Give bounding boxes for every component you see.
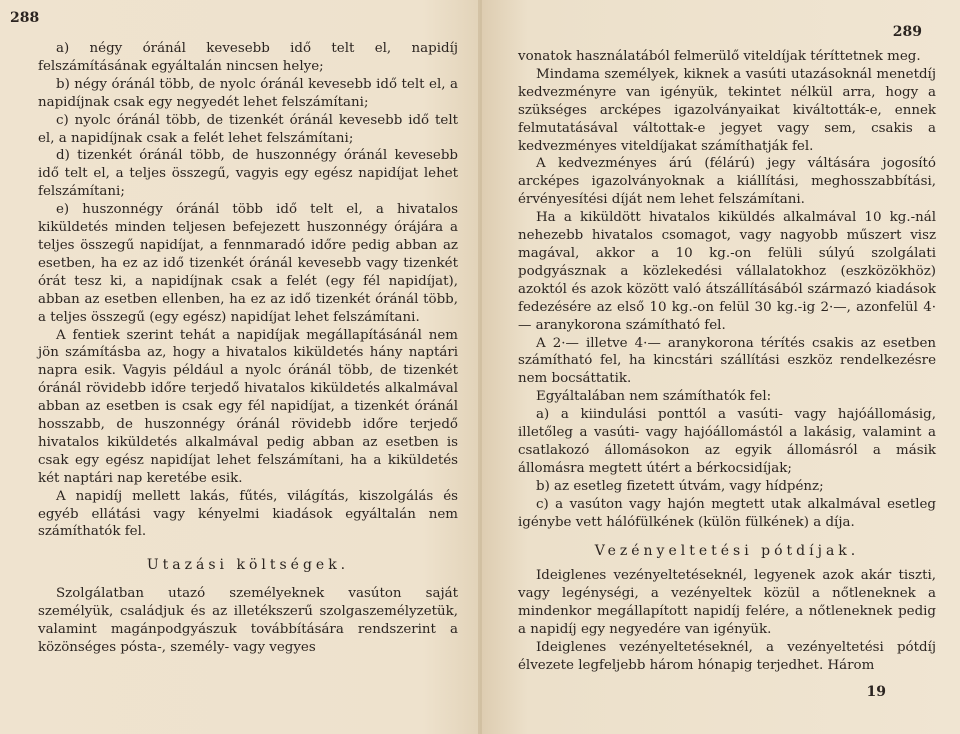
section-heading-travel-costs: Utazási költségek.	[146, 557, 350, 574]
right-paragraph: A kedvezményes árú (félárú) jegy váltására jogosító arcképes igazolványoknak a kiállítási, meghosszabbítási, érvényesítési díját nem lehet felszámítani.	[518, 156, 936, 208]
right-paragraph: Mindama személyek, kiknek a vasúti utazásoknál menetdíj kedvezményre van igényük, tekintet nélkül arra, hogy a szükséges arcképes igazolványaikat kiváltották-e, ennek felmutatásával váltottak-e jegyet vagy sem, csakis a kedvezményes viteldíjakat számíthatják fel.	[518, 66, 936, 154]
right-paragraph: Ideiglenes vezényeltetéseknél, legyenek azok akár tiszti, vagy legénységi, a vezényeltek közül a nőtleneknek a mindenkor megállapított napidíj felére, a nőtleneknek pedig a napidíj egy negyedére van igényük.	[518, 568, 936, 638]
section-heading-assignment-allowances: Vezényeltetési pótdíjak.	[594, 543, 860, 560]
right-paragraph: Egyáltalában nem számíthatók fel:	[536, 389, 772, 405]
right-paragraph: b) az esetleg fizetett útvám, vagy hídpénz;	[536, 478, 824, 494]
left-paragraph: A napidíj mellett lakás, fűtés, világítás, kiszolgálás és egyéb ellátási vagy kényelmi kiadások egyáltalán nem számíthatók fel.	[38, 488, 458, 540]
right-paragraph: a) a kiindulási ponttól a vasúti- vagy hajóállomásig, illetőleg a vasúti- vagy hajóállomástól a lakásig, valamint a csatlakozó állomásokon az egyik állomásról a másik állomásra megtett útért a bérkocsidíjak;	[518, 407, 936, 476]
right-paragraph: c) a vasúton vagy hajón megtett utak alkalmával esetleg igénybe vett hálófülkének (külön fülkének) a díja.	[518, 496, 936, 530]
right-page-text	[518, 48, 936, 675]
left-paragraph: e) huszonnégy óránál több idő telt el, a hivatalos kiküldetés minden teljesen befejezett huszonnégy órájára a teljes összegű napidíjat, a fennmaradó időre pedig abban az esetben, ha ez az idő tizenkét óránál kevesebb vagy tizenkét órát tesz ki, a napidíjnak csak a felét (egy fél napidíjat), abban az esetben ellenben, ha ez az idő tizenkét óránál több, a teljes összegű (egy egész) napidíjat lehet felszámítani.	[38, 202, 458, 325]
right-paragraph: A 2·— illetve 4·— aranykorona térítés csakis az esetben számítható fel, ha kincstári szállítási eszköz rendelkezésre nem bocsáttatik.	[518, 335, 936, 387]
left-page-text	[38, 40, 458, 657]
right-page	[480, 0, 960, 734]
right-paragraph: vonatok használatából felmerülő viteldíjak téríttetnek meg.	[518, 49, 921, 64]
right-paragraph: Ideiglenes vezényeltetéseknél, a vezényeltetési pótdíj élvezete legfeljebb három hónapig terjedhet. Három	[518, 640, 936, 673]
signature-folio: 19	[866, 684, 886, 700]
page-number-right: 289	[892, 24, 922, 40]
left-paragraph: d) tizenkét óránál több, de huszonnégy óránál kevesebb idő telt el, a teljes összegű, vagyis egy egész napidíjat lehet felszámítani;	[38, 148, 458, 200]
left-paragraph: a) négy óránál kevesebb idő telt el, napidíj felszámításának egyáltalán nincsen helye;	[38, 41, 458, 74]
left-paragraph: c) nyolc óránál több, de tizenkét óránál kevesebb idő telt el, a napidíjnak csak a felét lehet felszámítani;	[38, 112, 458, 146]
right-paragraph: Ha a kiküldött hivatalos kiküldés alkalmával 10 kg.-nál nehezebb hivatalos csomagot, vagy nagyobb műszert visz magával, akkor a 10 kg.-on felüli súlyú szolgálati podgyásznak a közlekedési vállalatokhoz (eszközökhöz) azoktól és azok között való átszállításából származó kiadások fedezésére az első 10 kg.-on felül 30 kg.-ig 2·—, azonfelül 4·— aranykorona számítható fel.	[518, 210, 936, 333]
book-gutter	[478, 0, 482, 734]
left-paragraph: A fentiek szerint tehát a napidíjak megállapításánál nem jön számításba az, hogy a hivatalos kiküldetés hány naptári napra esik. Vagyis például a nyolc óránál több, de tizenkét óránál rövidebb időre terjedő hivatalos kiküldetés alkalmával abban az esetben is csak egy fél napidíjat, a tizenkét óránál hosszabb, de huszonnégy óránál rövidebb időre terjedő hivatalos kiküldetés alkalmával pedig abban az esetben is csak egy egész napidíjat lehet felszámítani, ha a kiküldetés két naptári nap keretébe esik.	[38, 327, 458, 486]
page-number-left: 288	[10, 10, 40, 26]
left-paragraph: b) négy óránál több, de nyolc óránál kevesebb idő telt el, a napidíjnak csak egy negyedét lehet felszámítani;	[38, 76, 458, 110]
left-paragraph: Szolgálatban utazó személyeknek vasúton saját személyük, családjuk és az illetékszerű szolgaszemélyzetük, valamint magánpodgyászuk továbbítására rendszerint a közönséges pósta-, személy- vagy vegyes	[38, 586, 458, 655]
